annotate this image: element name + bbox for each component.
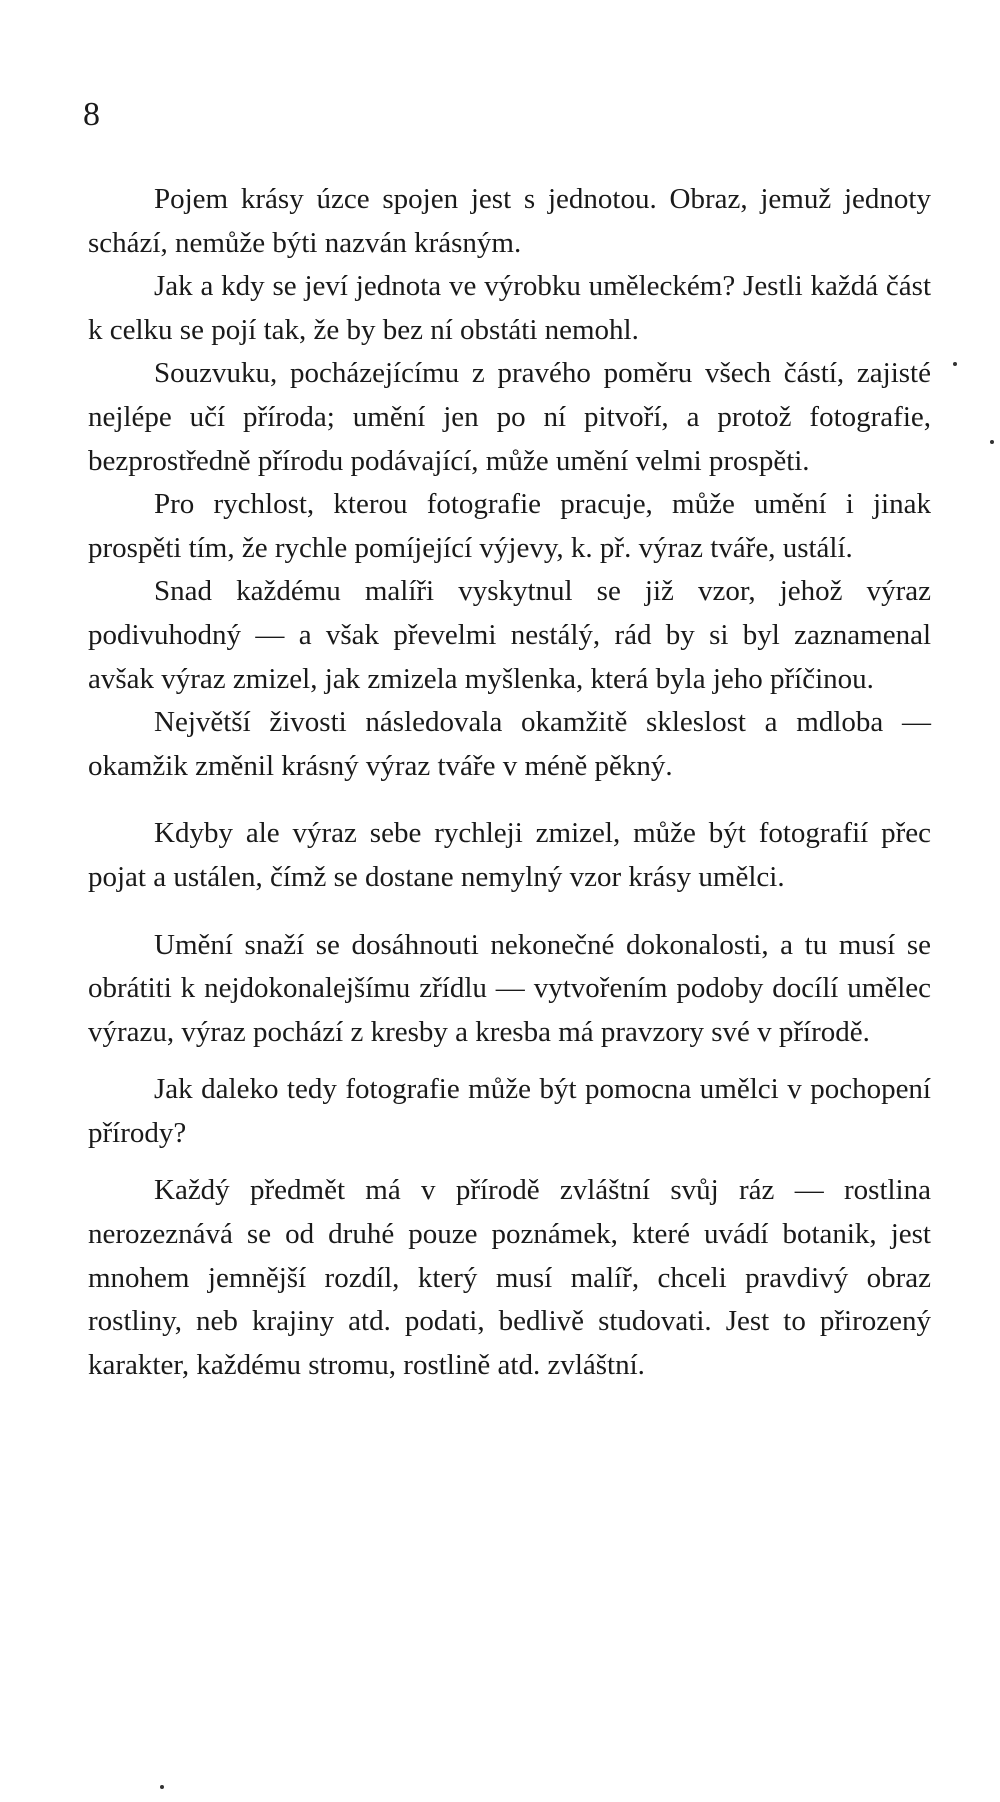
paragraph-2: Jak a kdy se jeví jednota ve výrobku uměleckém? Jestli každá část k celku se pojí tak, že by bez ní obstáti nemohl. [88, 270, 931, 346]
paragraph-1: Pojem krásy úzce spojen jest s jednotou. Obraz, jemuž jednoty schází, nemůže býti nazván krásným. [88, 183, 931, 259]
paragraph-6: Největší živosti následovala okamžitě skleslost a mdloba — okamžik změnil krásný výraz tváře v méně pěkný. [88, 706, 931, 782]
page-body-text [88, 178, 931, 1387]
scan-speck [990, 440, 994, 444]
paragraph-8: Umění snaží se dosáhnouti nekonečné dokonalosti, a tu musí se obrátiti k nejdokonalejšímu zřídlu — vytvořením podoby docílí umělec výrazu, výraz pochází z kresby a kresba má pravzory své v přírodě. [88, 928, 931, 1048]
scan-speck [953, 362, 957, 366]
page-number: 8 [83, 96, 100, 133]
paragraph-7: Kdyby ale výraz sebe rychleji zmizel, může být fotografií přec pojat a ustálen, čímž se dostane nemylný vzor krásy umělci. [88, 817, 931, 893]
scan-speck [160, 1785, 164, 1789]
paragraph-10: Každý předmět má v přírodě zvláštní svůj ráz — rostlina nerozeznává se od druhé pouze poznámek, které uvádí botanik, jest mnohem jemnější rozdíl, který musí malíř, chceli pravdivý obraz rostliny, neb krajiny atd. podati, bedlivě studovati. Jest to přirozený karakter, každému stromu, rostlině atd. zvláštní. [88, 1174, 931, 1381]
paragraph-4: Pro rychlost, kterou fotografie pracuje, může umění i jinak prospěti tím, že rychle pomíjející výjevy, k. př. výraz tváře, ustálí. [88, 488, 931, 564]
paragraph-5: Snad každému malíři vyskytnul se již vzor, jehož výraz podivuhodný — a však převelmi nestálý, rád by si byl zaznamenal avšak výraz zmizel, jak zmizela myšlenka, která byla jeho příčinou. [88, 575, 931, 695]
paragraph-3: Souzvuku, pocházejícímu z pravého poměru všech částí, zajisté nejlépe učí příroda; umění jen po ní pitvoří, a protož fotografie, bezprostředně přírodu podávající, může umění velmi prospěti. [88, 357, 931, 477]
paragraph-9: Jak daleko tedy fotografie může být pomocna umělci v pochopení přírody? [88, 1073, 931, 1149]
